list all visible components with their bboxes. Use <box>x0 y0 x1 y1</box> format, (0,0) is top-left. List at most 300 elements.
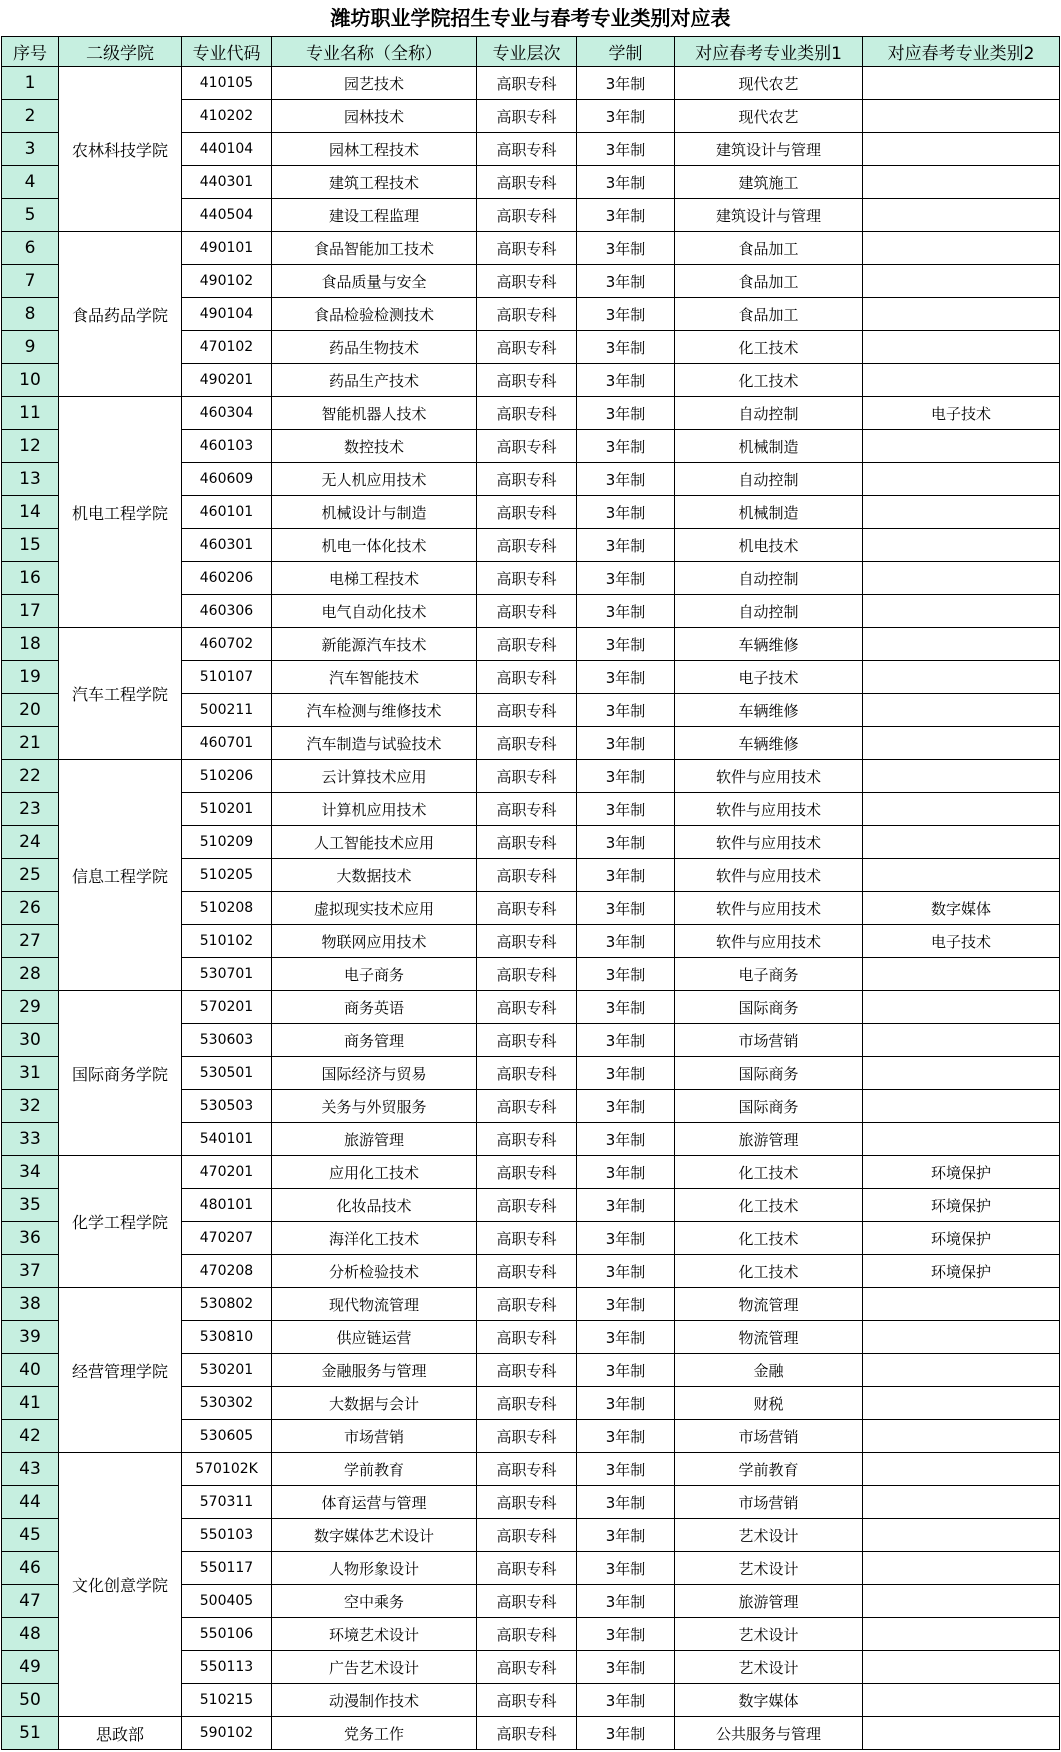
exam-category-1: 市场营销 <box>675 1486 863 1519</box>
exam-category-2: 电子技术 <box>863 397 1060 430</box>
major-duration: 3年制 <box>577 364 675 397</box>
exam-category-2 <box>863 595 1060 628</box>
exam-category-1: 物流管理 <box>675 1288 863 1321</box>
major-level: 高职专科 <box>477 463 577 496</box>
major-code: 530802 <box>182 1288 272 1321</box>
header-cell-level: 专业层次 <box>477 37 577 67</box>
major-duration: 3年制 <box>577 100 675 133</box>
major-level: 高职专科 <box>477 232 577 265</box>
header-row <box>2 37 1060 67</box>
major-code: 460103 <box>182 430 272 463</box>
exam-category-1: 财税 <box>675 1387 863 1420</box>
major-code: 550103 <box>182 1519 272 1552</box>
exam-category-2 <box>863 100 1060 133</box>
exam-category-2 <box>863 529 1060 562</box>
major-name: 智能机器人技术 <box>272 397 477 430</box>
exam-category-1: 化工技术 <box>675 1156 863 1189</box>
major-duration: 3年制 <box>577 1552 675 1585</box>
row-index: 13 <box>2 463 59 496</box>
exam-category-2 <box>863 1585 1060 1618</box>
exam-category-2 <box>863 1321 1060 1354</box>
major-code: 460304 <box>182 397 272 430</box>
major-code: 510206 <box>182 760 272 793</box>
major-name: 药品生物技术 <box>272 331 477 364</box>
major-name: 食品检验检测技术 <box>272 298 477 331</box>
exam-category-2 <box>863 1057 1060 1090</box>
major-duration: 3年制 <box>577 1519 675 1552</box>
major-level: 高职专科 <box>477 1321 577 1354</box>
major-duration: 3年制 <box>577 826 675 859</box>
row-index: 11 <box>2 397 59 430</box>
major-code: 490104 <box>182 298 272 331</box>
major-code: 460609 <box>182 463 272 496</box>
major-code: 440301 <box>182 166 272 199</box>
exam-category-2 <box>863 1618 1060 1651</box>
major-name: 分析检验技术 <box>272 1255 477 1288</box>
row-index: 45 <box>2 1519 59 1552</box>
exam-category-1: 现代农艺 <box>675 67 863 100</box>
row-index: 12 <box>2 430 59 463</box>
exam-category-1: 车辆维修 <box>675 628 863 661</box>
row-index: 20 <box>2 694 59 727</box>
major-duration: 3年制 <box>577 331 675 364</box>
row-index: 44 <box>2 1486 59 1519</box>
exam-category-2 <box>863 166 1060 199</box>
major-name: 园艺技术 <box>272 67 477 100</box>
exam-category-1: 软件与应用技术 <box>675 925 863 958</box>
exam-category-2 <box>863 298 1060 331</box>
exam-category-1: 自动控制 <box>675 595 863 628</box>
table-row <box>2 628 1060 661</box>
major-level: 高职专科 <box>477 1387 577 1420</box>
exam-category-1: 艺术设计 <box>675 1519 863 1552</box>
exam-category-2 <box>863 628 1060 661</box>
exam-category-1: 建筑设计与管理 <box>675 199 863 232</box>
exam-category-2: 环境保护 <box>863 1222 1060 1255</box>
row-index: 9 <box>2 331 59 364</box>
major-code: 570311 <box>182 1486 272 1519</box>
major-code: 490101 <box>182 232 272 265</box>
college-name: 汽车工程学院 <box>59 628 182 760</box>
major-level: 高职专科 <box>477 1057 577 1090</box>
major-code: 410105 <box>182 67 272 100</box>
row-index: 5 <box>2 199 59 232</box>
row-index: 48 <box>2 1618 59 1651</box>
row-index: 28 <box>2 958 59 991</box>
major-name: 商务英语 <box>272 991 477 1024</box>
exam-category-1: 食品加工 <box>675 232 863 265</box>
table-row <box>2 760 1060 793</box>
major-code: 470201 <box>182 1156 272 1189</box>
major-duration: 3年制 <box>577 1387 675 1420</box>
header-cell-duration: 学制 <box>577 37 675 67</box>
exam-category-2 <box>863 331 1060 364</box>
major-duration: 3年制 <box>577 463 675 496</box>
exam-category-1: 公共服务与管理 <box>675 1717 863 1750</box>
exam-category-1: 建筑设计与管理 <box>675 133 863 166</box>
exam-category-2 <box>863 1024 1060 1057</box>
major-name: 无人机应用技术 <box>272 463 477 496</box>
row-index: 50 <box>2 1684 59 1717</box>
table-title: 潍坊职业学院招生专业与春考专业类别对应表 <box>330 6 731 30</box>
major-duration: 3年制 <box>577 562 675 595</box>
row-index: 41 <box>2 1387 59 1420</box>
exam-category-2 <box>863 265 1060 298</box>
table-row <box>2 232 1060 265</box>
row-index: 30 <box>2 1024 59 1057</box>
exam-category-1: 自动控制 <box>675 463 863 496</box>
header-cell-code: 专业代码 <box>182 37 272 67</box>
major-level: 高职专科 <box>477 1156 577 1189</box>
exam-category-2 <box>863 793 1060 826</box>
major-code: 510102 <box>182 925 272 958</box>
exam-category-1: 现代农艺 <box>675 100 863 133</box>
exam-category-2 <box>863 991 1060 1024</box>
major-name: 动漫制作技术 <box>272 1684 477 1717</box>
major-duration: 3年制 <box>577 166 675 199</box>
major-name: 市场营销 <box>272 1420 477 1453</box>
major-name: 旅游管理 <box>272 1123 477 1156</box>
exam-category-1: 旅游管理 <box>675 1123 863 1156</box>
major-name: 体育运营与管理 <box>272 1486 477 1519</box>
major-name: 供应链运营 <box>272 1321 477 1354</box>
major-code: 460702 <box>182 628 272 661</box>
row-index: 26 <box>2 892 59 925</box>
major-level: 高职专科 <box>477 1519 577 1552</box>
major-name: 云计算技术应用 <box>272 760 477 793</box>
exam-category-1: 机电技术 <box>675 529 863 562</box>
major-name: 广告艺术设计 <box>272 1651 477 1684</box>
major-duration: 3年制 <box>577 199 675 232</box>
major-code: 530503 <box>182 1090 272 1123</box>
major-duration: 3年制 <box>577 1090 675 1123</box>
major-level: 高职专科 <box>477 364 577 397</box>
exam-category-1: 自动控制 <box>675 397 863 430</box>
major-level: 高职专科 <box>477 430 577 463</box>
exam-category-2: 数字媒体 <box>863 892 1060 925</box>
major-code: 510205 <box>182 859 272 892</box>
major-duration: 3年制 <box>577 298 675 331</box>
exam-category-1: 电子商务 <box>675 958 863 991</box>
major-level: 高职专科 <box>477 1651 577 1684</box>
major-duration: 3年制 <box>577 265 675 298</box>
major-code: 510201 <box>182 793 272 826</box>
exam-category-1: 化工技术 <box>675 1255 863 1288</box>
major-code: 460701 <box>182 727 272 760</box>
major-code: 510208 <box>182 892 272 925</box>
major-duration: 3年制 <box>577 661 675 694</box>
major-duration: 3年制 <box>577 1156 675 1189</box>
exam-category-2 <box>863 199 1060 232</box>
major-name: 园林技术 <box>272 100 477 133</box>
exam-category-1: 金融 <box>675 1354 863 1387</box>
exam-category-2 <box>863 760 1060 793</box>
exam-category-2 <box>863 1090 1060 1123</box>
major-duration: 3年制 <box>577 529 675 562</box>
major-name: 应用化工技术 <box>272 1156 477 1189</box>
row-index: 33 <box>2 1123 59 1156</box>
exam-category-1: 软件与应用技术 <box>675 859 863 892</box>
major-level: 高职专科 <box>477 562 577 595</box>
row-index: 17 <box>2 595 59 628</box>
major-code: 570102K <box>182 1453 272 1486</box>
major-code: 470102 <box>182 331 272 364</box>
exam-category-2 <box>863 1717 1060 1750</box>
major-level: 高职专科 <box>477 397 577 430</box>
major-code: 590102 <box>182 1717 272 1750</box>
exam-category-1: 软件与应用技术 <box>675 892 863 925</box>
exam-category-2 <box>863 1684 1060 1717</box>
table-body <box>2 67 1060 1750</box>
exam-category-2 <box>863 1288 1060 1321</box>
exam-category-2 <box>863 463 1060 496</box>
major-code: 530201 <box>182 1354 272 1387</box>
major-level: 高职专科 <box>477 1585 577 1618</box>
major-duration: 3年制 <box>577 1222 675 1255</box>
major-level: 高职专科 <box>477 991 577 1024</box>
major-duration: 3年制 <box>577 1618 675 1651</box>
exam-category-1: 机械制造 <box>675 496 863 529</box>
exam-category-1: 软件与应用技术 <box>675 760 863 793</box>
major-duration: 3年制 <box>577 859 675 892</box>
major-name: 园林工程技术 <box>272 133 477 166</box>
major-name: 建设工程监理 <box>272 199 477 232</box>
major-level: 高职专科 <box>477 1024 577 1057</box>
major-code: 440504 <box>182 199 272 232</box>
major-code: 490102 <box>182 265 272 298</box>
exam-category-1: 国际商务 <box>675 991 863 1024</box>
major-name: 化妆品技术 <box>272 1189 477 1222</box>
major-name: 机械设计与制造 <box>272 496 477 529</box>
major-name: 电气自动化技术 <box>272 595 477 628</box>
exam-category-2 <box>863 364 1060 397</box>
row-index: 21 <box>2 727 59 760</box>
row-index: 37 <box>2 1255 59 1288</box>
row-index: 14 <box>2 496 59 529</box>
row-index: 18 <box>2 628 59 661</box>
major-code: 470207 <box>182 1222 272 1255</box>
major-duration: 3年制 <box>577 1123 675 1156</box>
major-level: 高职专科 <box>477 694 577 727</box>
college-name: 机电工程学院 <box>59 397 182 628</box>
major-name: 汽车检测与维修技术 <box>272 694 477 727</box>
exam-category-2 <box>863 1651 1060 1684</box>
major-duration: 3年制 <box>577 1453 675 1486</box>
header-cell-major: 专业名称（全称） <box>272 37 477 67</box>
major-code: 490201 <box>182 364 272 397</box>
major-duration: 3年制 <box>577 1684 675 1717</box>
row-index: 34 <box>2 1156 59 1189</box>
exam-category-2 <box>863 1123 1060 1156</box>
table-row <box>2 1156 1060 1189</box>
major-duration: 3年制 <box>577 1486 675 1519</box>
table-row <box>2 1453 1060 1486</box>
major-name: 海洋化工技术 <box>272 1222 477 1255</box>
major-duration: 3年制 <box>577 1354 675 1387</box>
row-index: 24 <box>2 826 59 859</box>
major-level: 高职专科 <box>477 265 577 298</box>
major-level: 高职专科 <box>477 1486 577 1519</box>
major-level: 高职专科 <box>477 1090 577 1123</box>
major-duration: 3年制 <box>577 1585 675 1618</box>
exam-category-2: 环境保护 <box>863 1189 1060 1222</box>
table-row <box>2 1717 1060 1750</box>
row-index: 8 <box>2 298 59 331</box>
exam-category-1: 化工技术 <box>675 331 863 364</box>
major-name: 关务与外贸服务 <box>272 1090 477 1123</box>
exam-category-2 <box>863 859 1060 892</box>
major-level: 高职专科 <box>477 1552 577 1585</box>
major-level: 高职专科 <box>477 67 577 100</box>
major-level: 高职专科 <box>477 1717 577 1750</box>
exam-category-1: 艺术设计 <box>675 1552 863 1585</box>
major-level: 高职专科 <box>477 1222 577 1255</box>
major-level: 高职专科 <box>477 100 577 133</box>
major-name: 数字媒体艺术设计 <box>272 1519 477 1552</box>
major-name: 食品质量与安全 <box>272 265 477 298</box>
college-name: 文化创意学院 <box>59 1453 182 1717</box>
exam-category-1: 艺术设计 <box>675 1618 863 1651</box>
major-code: 530302 <box>182 1387 272 1420</box>
major-level: 高职专科 <box>477 925 577 958</box>
row-index: 38 <box>2 1288 59 1321</box>
major-name: 党务工作 <box>272 1717 477 1750</box>
major-code: 440104 <box>182 133 272 166</box>
major-level: 高职专科 <box>477 1189 577 1222</box>
major-code: 570201 <box>182 991 272 1024</box>
major-code: 410202 <box>182 100 272 133</box>
major-level: 高职专科 <box>477 133 577 166</box>
major-code: 530501 <box>182 1057 272 1090</box>
header-cell-college: 二级学院 <box>59 37 182 67</box>
row-index: 40 <box>2 1354 59 1387</box>
exam-category-2 <box>863 1453 1060 1486</box>
major-name: 学前教育 <box>272 1453 477 1486</box>
major-name: 食品智能加工技术 <box>272 232 477 265</box>
major-name: 商务管理 <box>272 1024 477 1057</box>
major-level: 高职专科 <box>477 958 577 991</box>
major-duration: 3年制 <box>577 1321 675 1354</box>
major-code: 500405 <box>182 1585 272 1618</box>
major-level: 高职专科 <box>477 1354 577 1387</box>
major-level: 高职专科 <box>477 859 577 892</box>
major-level: 高职专科 <box>477 727 577 760</box>
row-index: 1 <box>2 67 59 100</box>
header-cell-index: 序号 <box>2 37 59 67</box>
major-duration: 3年制 <box>577 397 675 430</box>
exam-category-2 <box>863 133 1060 166</box>
major-name: 数控技术 <box>272 430 477 463</box>
major-code: 460101 <box>182 496 272 529</box>
exam-category-1: 市场营销 <box>675 1420 863 1453</box>
major-name: 金融服务与管理 <box>272 1354 477 1387</box>
major-code: 530701 <box>182 958 272 991</box>
major-duration: 3年制 <box>577 1717 675 1750</box>
major-code: 550106 <box>182 1618 272 1651</box>
major-duration: 3年制 <box>577 1255 675 1288</box>
row-index: 22 <box>2 760 59 793</box>
major-duration: 3年制 <box>577 1189 675 1222</box>
row-index: 3 <box>2 133 59 166</box>
exam-category-2 <box>863 694 1060 727</box>
exam-category-2: 环境保护 <box>863 1156 1060 1189</box>
exam-category-1: 化工技术 <box>675 1189 863 1222</box>
exam-category-2 <box>863 1486 1060 1519</box>
major-level: 高职专科 <box>477 331 577 364</box>
major-level: 高职专科 <box>477 1123 577 1156</box>
major-level: 高职专科 <box>477 595 577 628</box>
major-duration: 3年制 <box>577 991 675 1024</box>
major-duration: 3年制 <box>577 430 675 463</box>
row-index: 29 <box>2 991 59 1024</box>
major-name: 环境艺术设计 <box>272 1618 477 1651</box>
major-name: 计算机应用技术 <box>272 793 477 826</box>
major-duration: 3年制 <box>577 958 675 991</box>
major-code: 510107 <box>182 661 272 694</box>
college-name: 国际商务学院 <box>59 991 182 1156</box>
exam-category-2 <box>863 232 1060 265</box>
major-duration: 3年制 <box>577 628 675 661</box>
exam-category-1: 化工技术 <box>675 1222 863 1255</box>
exam-category-1: 建筑施工 <box>675 166 863 199</box>
exam-category-2 <box>863 1552 1060 1585</box>
major-mapping-table <box>1 36 1060 1750</box>
exam-category-1: 电子技术 <box>675 661 863 694</box>
major-level: 高职专科 <box>477 529 577 562</box>
row-index: 6 <box>2 232 59 265</box>
major-code: 530810 <box>182 1321 272 1354</box>
college-name: 农林科技学院 <box>59 67 182 232</box>
major-code: 510215 <box>182 1684 272 1717</box>
major-level: 高职专科 <box>477 1453 577 1486</box>
row-index: 46 <box>2 1552 59 1585</box>
row-index: 32 <box>2 1090 59 1123</box>
row-index: 15 <box>2 529 59 562</box>
exam-category-2 <box>863 1519 1060 1552</box>
exam-category-1: 数字媒体 <box>675 1684 863 1717</box>
exam-category-1: 物流管理 <box>675 1321 863 1354</box>
exam-category-1: 软件与应用技术 <box>675 793 863 826</box>
major-level: 高职专科 <box>477 298 577 331</box>
major-code: 460301 <box>182 529 272 562</box>
major-level: 高职专科 <box>477 892 577 925</box>
row-index: 10 <box>2 364 59 397</box>
exam-category-1: 国际商务 <box>675 1090 863 1123</box>
exam-category-2 <box>863 958 1060 991</box>
row-index: 51 <box>2 1717 59 1750</box>
exam-category-2 <box>863 67 1060 100</box>
table-row <box>2 67 1060 100</box>
row-index: 16 <box>2 562 59 595</box>
major-level: 高职专科 <box>477 496 577 529</box>
major-level: 高职专科 <box>477 166 577 199</box>
major-duration: 3年制 <box>577 232 675 265</box>
exam-category-2: 电子技术 <box>863 925 1060 958</box>
exam-category-2 <box>863 661 1060 694</box>
major-name: 电梯工程技术 <box>272 562 477 595</box>
row-index: 7 <box>2 265 59 298</box>
major-level: 高职专科 <box>477 628 577 661</box>
major-name: 空中乘务 <box>272 1585 477 1618</box>
major-duration: 3年制 <box>577 727 675 760</box>
major-duration: 3年制 <box>577 892 675 925</box>
major-duration: 3年制 <box>577 1420 675 1453</box>
college-name: 经营管理学院 <box>59 1288 182 1453</box>
major-code: 540101 <box>182 1123 272 1156</box>
exam-category-2 <box>863 1354 1060 1387</box>
college-name: 信息工程学院 <box>59 760 182 991</box>
row-index: 4 <box>2 166 59 199</box>
